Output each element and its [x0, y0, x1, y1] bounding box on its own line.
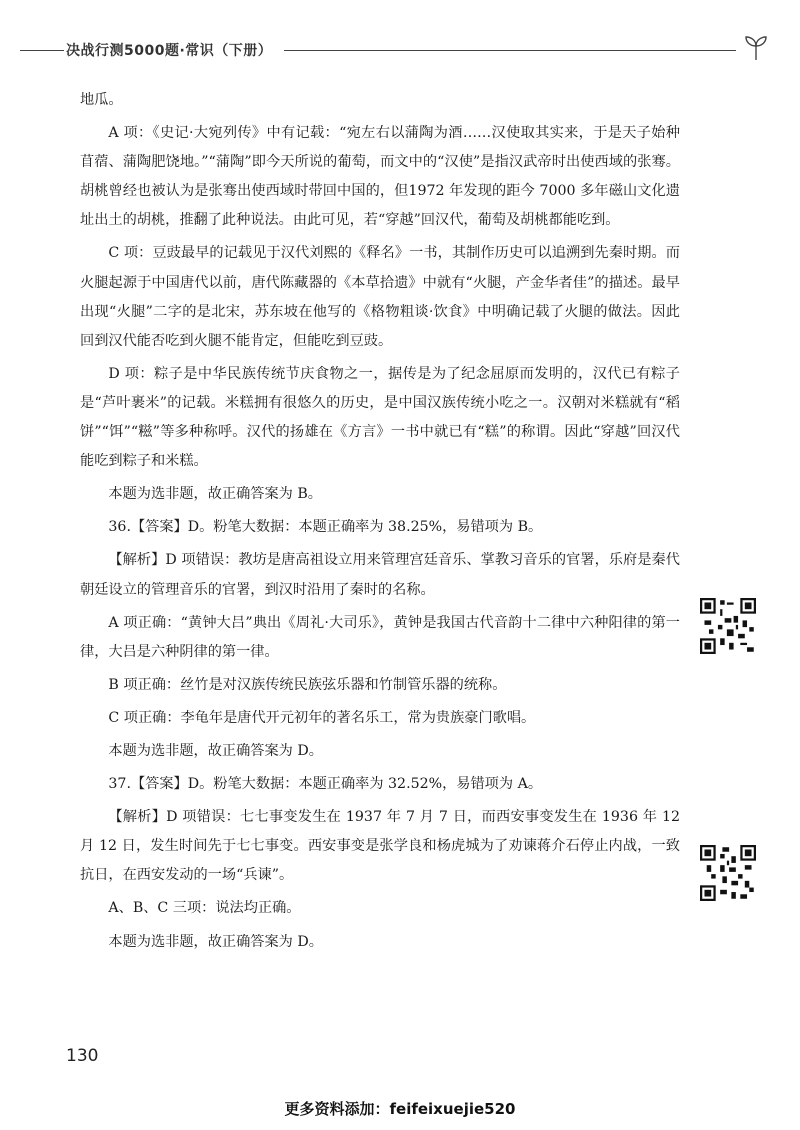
footer-note: 更多资料添加：feifeixuejie520	[284, 1100, 516, 1118]
analysis-37-abc: A、B、C 三项：说法均正确。	[108, 900, 301, 917]
leaf-icon	[742, 34, 770, 62]
header-rule-right	[284, 50, 736, 51]
conclusion-37: 本题为选非题，故正确答案为 D。	[108, 933, 323, 950]
paragraph-conclusion-35: 本题为选非题，故正确答案为 B。	[108, 486, 322, 503]
page-number: 130	[66, 1046, 99, 1066]
analysis-36-c: C 项正确：李龟年是唐代开元初年的著名乐工，常为贵族豪门歌唱。	[108, 709, 536, 726]
qr-code-icon[interactable]	[700, 598, 756, 654]
running-header	[0, 34, 800, 64]
analysis-36-a: A 项正确：“黄钟大吕”典出《周礼·大司乐》，黄钟是我国古代音韵十二律中六种阳律的第一律，大吕是六种阴律的第一律。	[80, 614, 680, 660]
paragraph-option-d: D 项：粽子是中华民族传统节庆食物之一，据传是为了纪念屈原而发明的，汉代已有粽子是“芦叶裹米”的记载。米糕拥有很悠久的历史，是中国汉族传统小吃之一。汉朝对米糕就有“稻饼”“饵”“糍”等多种称呼。汉代的扬雄在《方言》一书中就已有“糕”的称谓。因此“穿越”回汉代能吃到粽子和米糕。	[80, 365, 680, 470]
header-title: 决战行测5000题·常识（下册）	[66, 43, 273, 59]
qr-code-icon[interactable]	[700, 845, 756, 901]
answer-36: 36.【答案】D。粉笔大数据：本题正确率为 38.25%，易错项为 B。	[108, 519, 543, 536]
analysis-36: 【解析】D 项错误：教坊是唐高祖设立用来管理宫廷音乐、掌教习音乐的官署，乐府是秦代朝廷设立的管理音乐的官署，到汉时沿用了秦时的名称。	[80, 552, 680, 598]
body-text	[80, 86, 680, 961]
paragraph-option-a: A 项：《史记·大宛列传》中有记载：“宛左右以蒲陶为酒……汉使取其实来，于是天子始种苜蓿、蒲陶肥饶地。”“蒲陶”即今天所说的葡萄，而文中的“汉使”是指汉武帝时出使西域的张骞。胡桃曾经也被认为是张骞出使西域时带回中国的，但1972 年发现的距今 7000 多年磁山文化遗址出土的胡桃，推翻了此种说法。由此可见，若“穿越”回汉代，葡萄及胡桃都能吃到。	[80, 125, 680, 229]
header-rule-left	[20, 50, 64, 51]
paragraph-0: 地瓜。	[80, 92, 123, 108]
paragraph-option-c: C 项：豆豉最早的记载见于汉代刘熙的《释名》一书，其制作历史可以追溯到先秦时期。而火腿起源于中国唐代以前，唐代陈藏器的《本草拾遗》中就有“火腿，产金华者佳”的描述。最早出现“火腿”二字的是北宋，苏东坡在他写的《格物粗谈·饮食》中明确记载了火腿的做法。因此回到汉代能否吃到火腿不能肯定，但能吃到豆豉。	[80, 245, 680, 349]
conclusion-36: 本题为选非题，故正确答案为 D。	[108, 742, 323, 759]
analysis-37: 【解析】D 项错误：七七事变发生在 1937 年 7 月 7 日，而西安事变发生在 1936 年 12 月 12 日，发生时间先于七七事变。西安事变是张学良和杨虎城为了劝谏蒋介石停止内战，一致抗日，在西安发动的一场“兵谏”。	[80, 809, 680, 884]
answer-37: 37.【答案】D。粉笔大数据：本题正确率为 32.52%，易错项为 A。	[108, 776, 543, 793]
analysis-36-b: B 项正确：丝竹是对汉族传统民族弦乐器和竹制管乐器的统称。	[108, 676, 507, 693]
